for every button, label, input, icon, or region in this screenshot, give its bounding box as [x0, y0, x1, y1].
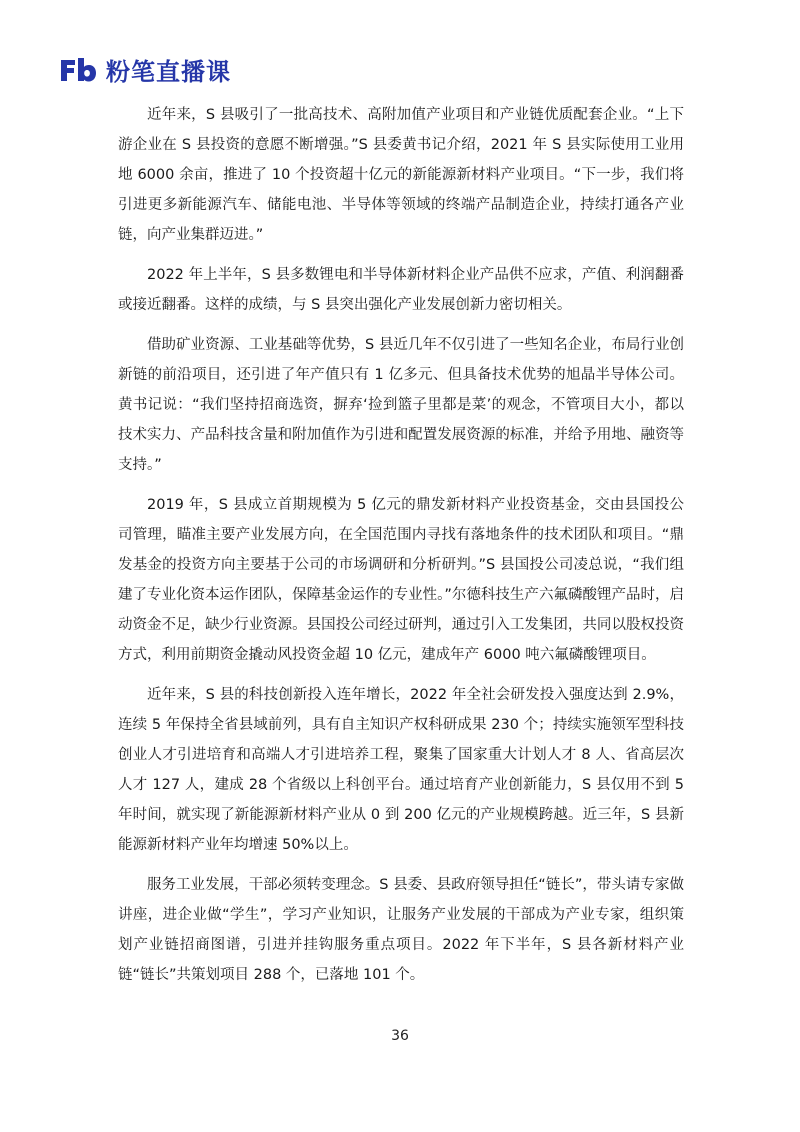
article-body — [118, 100, 684, 1000]
paragraph: 2019 年，S 县成立首期规模为 5 亿元的鼎发新材料产业投资基金，交由县国投公司管理，瞄准主要产业发展方向，在全国范围内寻找有落地条件的技术团队和项目。“鼎发基金的投资方向主要基于公司的市场调研和分析研判。”S 县国投公司凌总说，“我们组建了专业化资本运作团队，保障基金运作的专业性。”尔德科技生产六氟磷酸锂产品时，启动资金不足，缺少行业资源。县国投公司经过研判，通过引入工发集团，共同以股权投资方式，利用前期资金撬动风投资金超 10 亿元，建成年产 6000 吨六氟磷酸锂项目。 — [118, 497, 684, 663]
page-number: 36 — [391, 1028, 409, 1044]
paragraph: 服务工业发展，干部必须转变理念。S 县委、县政府领导担任“链长”，带头请专家做讲座，进企业做“学生”，学习产业知识，让服务产业发展的干部成为产业专家，组织策划产业链招商图谱，引进并挂钩服务重点项目。2022 年下半年，S 县各新材料产业链“链长”共策划项目 288 个，已落地 101 个。 — [118, 877, 684, 983]
header — [58, 52, 231, 87]
paragraph: 借助矿业资源、工业基础等优势，S 县近几年不仅引进了一些知名企业，布局行业创新链的前沿项目，还引进了年产值只有 1 亿多元、但具备技术优势的旭晶半导体公司。黄书记说：“我们坚持招商选资，摒弃‘捡到篮子里都是菜’的观念，不管项目大小，都以技术实力、产品科技含量和附加值作为引进和配置发展资源的标准，并给予用地、融资等支持。” — [118, 337, 684, 473]
paragraph: 近年来，S 县的科技创新投入连年增长，2022 年全社会研发投入强度达到 2.9%，连续 5 年保持全省县域前列，具有自主知识产权科研成果 230 个；持续实施领军型科技创业人才引进培育和高端人才引进培养工程，聚集了国家重大计划人才 8 人、省高层次人才 127 人，建成 28 个省级以上科创平台。通过培育产业创新能力，S 县仅用不到 5 年时间，就实现了新能源新材料产业从 0 到 200 亿元的产业规模跨越。近三年，S 县新能源新材料产业年均增速 50%以上。 — [118, 687, 684, 853]
brand-name: 粉笔直播课 — [106, 58, 231, 86]
paragraph: 2022 年上半年，S 县多数锂电和半导体新材料企业产品供不应求，产值、利润翻番或接近翻番。这样的成绩，与 S 县突出强化产业发展创新力密切相关。 — [118, 267, 684, 313]
paragraph: 近年来，S 县吸引了一批高技术、高附加值产业项目和产业链优质配套企业。“上下游企业在 S 县投资的意愿不断增强。”S 县委黄书记介绍，2021 年 S 县实际使用工业用地 6000 余亩，推进了 10 个投资超十亿元的新能源新材料产业项目。“下一步，我们将引进更多新能源汽车、储能电池、半导体等领域的终端产品制造企业，持续打通各产业链，向产业集群迈进。” — [118, 107, 684, 243]
fb-logo-icon — [58, 56, 98, 84]
